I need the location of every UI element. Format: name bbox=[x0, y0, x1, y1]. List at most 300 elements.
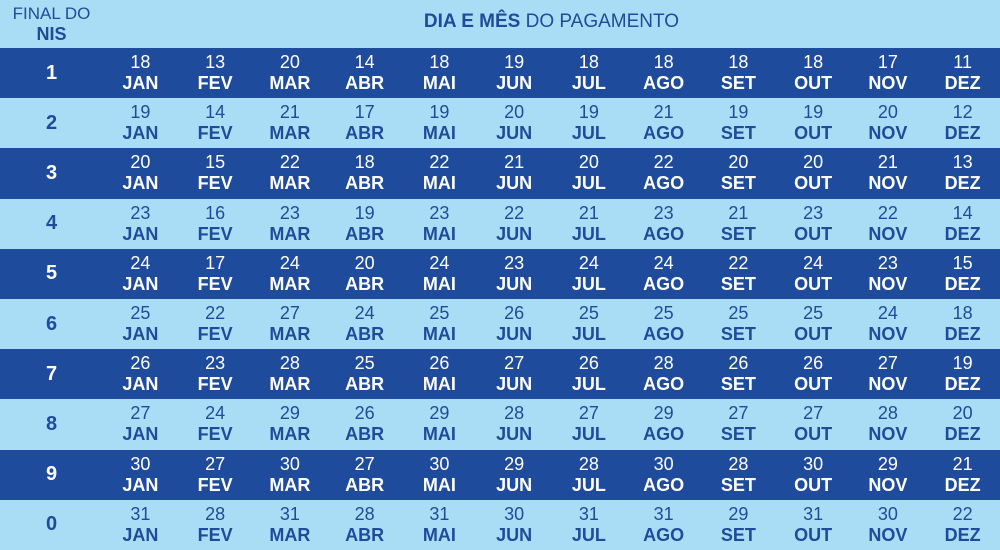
payment-day: 30 bbox=[504, 503, 525, 524]
payment-day: 24 bbox=[578, 252, 599, 273]
payment-day: 26 bbox=[354, 403, 375, 424]
payment-day: 20 bbox=[578, 152, 599, 173]
payment-day: 26 bbox=[130, 353, 151, 374]
payment-month: NOV bbox=[868, 324, 908, 345]
payment-date-cell bbox=[178, 48, 253, 98]
payment-date-cell bbox=[626, 199, 701, 249]
payment-date-cell bbox=[626, 98, 701, 148]
payment-day: 11 bbox=[953, 52, 972, 73]
payment-day: 20 bbox=[504, 102, 525, 123]
payment-month: JUN bbox=[496, 123, 533, 144]
payment-date-cell bbox=[925, 299, 1000, 349]
payment-day: 27 bbox=[578, 403, 599, 424]
payment-day: 14 bbox=[952, 202, 973, 223]
payment-month: ABR bbox=[345, 173, 385, 194]
payment-day: 23 bbox=[205, 353, 226, 374]
payment-date-cell bbox=[776, 399, 851, 449]
payment-date-cell bbox=[626, 500, 701, 550]
payment-date-cell bbox=[626, 249, 701, 299]
payment-date-cell bbox=[552, 399, 627, 449]
payment-date-cell bbox=[776, 148, 851, 198]
payment-month: JUL bbox=[571, 73, 606, 94]
payment-day: 31 bbox=[653, 503, 674, 524]
payment-day: 23 bbox=[877, 252, 898, 273]
payment-month: NOV bbox=[868, 273, 908, 294]
payment-month: ABR bbox=[345, 73, 385, 94]
payment-day: 20 bbox=[952, 403, 973, 424]
payment-month: NOV bbox=[868, 173, 908, 194]
nis-final-digit: 1 bbox=[45, 61, 58, 84]
payment-day: 12 bbox=[952, 102, 973, 123]
payment-day: 23 bbox=[429, 202, 450, 223]
payment-month: JAN bbox=[122, 474, 159, 495]
payment-day: 25 bbox=[130, 303, 151, 324]
payment-date-cell bbox=[925, 148, 1000, 198]
payment-day: 29 bbox=[653, 403, 674, 424]
payment-date-cell bbox=[253, 399, 328, 449]
payment-day: 24 bbox=[429, 252, 450, 273]
payment-date-cell bbox=[552, 48, 627, 98]
payment-month: JAN bbox=[122, 73, 159, 94]
payment-date-cell bbox=[851, 48, 926, 98]
payment-date-cell bbox=[477, 450, 552, 500]
payment-month: OUT bbox=[794, 374, 833, 395]
payment-month: JUL bbox=[571, 474, 606, 495]
payment-month: ABR bbox=[345, 223, 385, 244]
payment-date-cell bbox=[178, 199, 253, 249]
payment-month: OUT bbox=[794, 524, 833, 545]
payment-date-cell bbox=[477, 48, 552, 98]
payment-date-cell bbox=[253, 199, 328, 249]
payment-date-cell bbox=[925, 98, 1000, 148]
payment-date-cell bbox=[327, 249, 402, 299]
nis-header-line1: FINAL DO bbox=[12, 4, 91, 23]
payment-day: 31 bbox=[578, 503, 599, 524]
payment-day: 24 bbox=[877, 303, 898, 324]
payment-month: JUL bbox=[571, 223, 606, 244]
payment-day: 20 bbox=[877, 102, 898, 123]
payment-date-cell bbox=[327, 98, 402, 148]
payment-month: OUT bbox=[794, 474, 833, 495]
payment-month: SET bbox=[720, 324, 756, 345]
payment-month: SET bbox=[720, 424, 756, 445]
table-row bbox=[0, 450, 1000, 500]
payment-month: AGO bbox=[643, 73, 685, 94]
payment-date-cell bbox=[552, 148, 627, 198]
payment-month: JUL bbox=[571, 374, 606, 395]
payment-date-cell bbox=[477, 500, 552, 550]
payment-day: 27 bbox=[504, 353, 525, 374]
payment-date-cell bbox=[402, 48, 477, 98]
payment-date-cell bbox=[552, 349, 627, 399]
payment-day: 25 bbox=[354, 353, 375, 374]
payment-date-cell bbox=[776, 199, 851, 249]
payment-month: JAN bbox=[122, 524, 159, 545]
payment-day: 18 bbox=[803, 52, 824, 73]
payment-month: DEZ bbox=[944, 223, 981, 244]
payment-date-cell bbox=[178, 299, 253, 349]
payment-date-cell bbox=[701, 399, 776, 449]
payment-date-cell bbox=[851, 199, 926, 249]
payment-month: FEV bbox=[197, 524, 233, 545]
nis-final-digit: 8 bbox=[45, 412, 58, 435]
table-row bbox=[0, 98, 1000, 148]
table-row bbox=[0, 148, 1000, 198]
payment-date-cell bbox=[327, 48, 402, 98]
payment-day: 26 bbox=[504, 303, 525, 324]
payment-day: 31 bbox=[803, 503, 824, 524]
payment-day: 22 bbox=[279, 152, 300, 173]
payment-month: MAI bbox=[422, 73, 456, 94]
payment-date-cell bbox=[701, 48, 776, 98]
payment-month: DEZ bbox=[944, 524, 981, 545]
payment-date-cell bbox=[327, 450, 402, 500]
payment-date-cell bbox=[477, 148, 552, 198]
payment-day: 28 bbox=[578, 453, 599, 474]
payment-month: DEZ bbox=[944, 374, 981, 395]
payment-day: 27 bbox=[279, 303, 300, 324]
payment-month: FEV bbox=[197, 173, 233, 194]
payment-month: AGO bbox=[643, 474, 685, 495]
payment-day: 25 bbox=[728, 303, 749, 324]
payment-date-cell bbox=[253, 450, 328, 500]
payment-date-cell bbox=[477, 399, 552, 449]
nis-final-digit: 9 bbox=[45, 463, 58, 486]
payment-day: 24 bbox=[653, 252, 674, 273]
payment-month: MAR bbox=[269, 474, 311, 495]
payment-day: 27 bbox=[205, 453, 226, 474]
payment-month: ABR bbox=[345, 273, 385, 294]
payment-date-cell bbox=[178, 399, 253, 449]
payment-day: 24 bbox=[803, 252, 824, 273]
table-header bbox=[0, 0, 1000, 48]
payment-date-cell bbox=[851, 148, 926, 198]
payment-month: MAR bbox=[269, 374, 311, 395]
header-title-rest: DO PAGAMENTO bbox=[520, 11, 680, 32]
payment-date-cell bbox=[178, 450, 253, 500]
payment-month: NOV bbox=[868, 424, 908, 445]
payment-day: 23 bbox=[130, 202, 151, 223]
payment-date-cell bbox=[477, 249, 552, 299]
payment-day: 19 bbox=[504, 52, 525, 73]
payment-date-cell bbox=[851, 500, 926, 550]
payment-date-cell bbox=[776, 48, 851, 98]
payment-day: 30 bbox=[279, 453, 300, 474]
payment-date-cell bbox=[178, 249, 253, 299]
payment-day: 28 bbox=[728, 453, 749, 474]
payment-month: ABR bbox=[345, 324, 385, 345]
payment-date-cell bbox=[103, 299, 178, 349]
payment-month: AGO bbox=[643, 374, 685, 395]
payment-day: 29 bbox=[429, 403, 450, 424]
payment-day: 15 bbox=[952, 252, 973, 273]
nis-final-digit: 0 bbox=[45, 513, 58, 536]
payment-day: 21 bbox=[728, 202, 749, 223]
payment-date-cell bbox=[701, 299, 776, 349]
payment-day: 27 bbox=[728, 403, 749, 424]
payment-date-cell bbox=[402, 500, 477, 550]
payment-day: 14 bbox=[354, 52, 375, 73]
payment-month: OUT bbox=[794, 424, 833, 445]
payment-day: 26 bbox=[578, 353, 599, 374]
payment-day: 19 bbox=[728, 102, 749, 123]
payment-day: 24 bbox=[130, 252, 151, 273]
payment-month: MAR bbox=[269, 123, 311, 144]
payment-date-cell bbox=[552, 98, 627, 148]
payment-day: 22 bbox=[728, 252, 749, 273]
payment-day: 30 bbox=[877, 503, 898, 524]
payment-day: 28 bbox=[279, 353, 300, 374]
payment-date-cell bbox=[327, 148, 402, 198]
payment-date-cell bbox=[103, 199, 178, 249]
payment-day: 16 bbox=[205, 202, 226, 223]
payment-date-cell bbox=[851, 450, 926, 500]
payment-date-cell bbox=[626, 48, 701, 98]
payment-month: JUN bbox=[496, 173, 533, 194]
payment-date-cell bbox=[701, 98, 776, 148]
payment-day: 13 bbox=[952, 152, 973, 173]
payment-month: SET bbox=[720, 374, 756, 395]
payment-date-cell bbox=[701, 148, 776, 198]
payment-day: 25 bbox=[653, 303, 674, 324]
payment-date-cell bbox=[701, 249, 776, 299]
payment-month: DEZ bbox=[944, 324, 981, 345]
payment-day: 31 bbox=[279, 503, 300, 524]
payment-month: FEV bbox=[197, 424, 233, 445]
payment-date-cell bbox=[178, 349, 253, 399]
payment-month: DEZ bbox=[944, 173, 981, 194]
nis-column-header bbox=[0, 4, 103, 44]
payment-month: MAI bbox=[422, 474, 456, 495]
payment-month: FEV bbox=[197, 123, 233, 144]
payment-month: JUN bbox=[496, 424, 533, 445]
payment-day: 31 bbox=[429, 503, 450, 524]
payment-month: SET bbox=[720, 273, 756, 294]
payment-date-cell bbox=[103, 450, 178, 500]
payment-day: 22 bbox=[952, 503, 973, 524]
payment-day: 14 bbox=[205, 102, 226, 123]
payment-day: 27 bbox=[354, 453, 375, 474]
payment-day: 29 bbox=[504, 453, 525, 474]
payment-month: FEV bbox=[197, 474, 233, 495]
payment-month: DEZ bbox=[944, 474, 981, 495]
payment-day: 23 bbox=[279, 202, 300, 223]
payment-day: 13 bbox=[205, 52, 226, 73]
payment-date-cell bbox=[626, 450, 701, 500]
payment-day: 27 bbox=[130, 403, 151, 424]
payment-date-cell bbox=[253, 148, 328, 198]
payment-date-cell bbox=[402, 199, 477, 249]
payment-month: JAN bbox=[122, 123, 159, 144]
payment-month: SET bbox=[720, 173, 756, 194]
payment-month: AGO bbox=[643, 524, 685, 545]
payment-date-cell bbox=[253, 98, 328, 148]
payment-month: DEZ bbox=[944, 123, 981, 144]
table-row bbox=[0, 500, 1000, 550]
payment-month: JUN bbox=[496, 223, 533, 244]
payment-month: OUT bbox=[794, 73, 833, 94]
payment-date-cell bbox=[402, 98, 477, 148]
payment-date-cell bbox=[103, 500, 178, 550]
table-row bbox=[0, 299, 1000, 349]
payment-day: 23 bbox=[653, 202, 674, 223]
payment-date-cell bbox=[851, 299, 926, 349]
payment-day: 19 bbox=[354, 202, 375, 223]
payment-day: 19 bbox=[952, 353, 973, 374]
payment-date-cell bbox=[327, 199, 402, 249]
payment-day: 24 bbox=[354, 303, 375, 324]
nis-final-digit: 6 bbox=[45, 312, 58, 335]
payment-date-cell bbox=[925, 199, 1000, 249]
payment-date-cell bbox=[253, 500, 328, 550]
payment-day: 28 bbox=[653, 353, 674, 374]
payment-day: 26 bbox=[429, 353, 450, 374]
payment-month: FEV bbox=[197, 374, 233, 395]
payment-month: OUT bbox=[794, 223, 833, 244]
payment-month: MAI bbox=[422, 223, 456, 244]
payment-day: 20 bbox=[130, 152, 151, 173]
payment-day: 29 bbox=[877, 453, 898, 474]
payment-month: MAI bbox=[422, 123, 456, 144]
payment-date-cell bbox=[402, 349, 477, 399]
payment-day: 18 bbox=[653, 52, 674, 73]
payment-month: ABR bbox=[345, 374, 385, 395]
payment-day: 19 bbox=[578, 102, 599, 123]
payment-date-cell bbox=[402, 148, 477, 198]
payment-day: 19 bbox=[803, 102, 824, 123]
payment-month: AGO bbox=[643, 123, 685, 144]
payment-month: MAI bbox=[422, 173, 456, 194]
payment-month: JUL bbox=[571, 524, 606, 545]
payment-date-cell bbox=[925, 450, 1000, 500]
payment-day: 24 bbox=[205, 403, 226, 424]
payment-month: JUN bbox=[496, 73, 533, 94]
payment-date-cell bbox=[477, 199, 552, 249]
payment-month: NOV bbox=[868, 123, 908, 144]
payment-date-cell bbox=[626, 299, 701, 349]
payment-month: MAI bbox=[422, 524, 456, 545]
payment-date-cell bbox=[402, 399, 477, 449]
payment-month: ABR bbox=[345, 474, 385, 495]
payment-date-cell bbox=[103, 98, 178, 148]
payment-month: OUT bbox=[794, 273, 833, 294]
payment-day: 30 bbox=[429, 453, 450, 474]
payment-month: SET bbox=[720, 123, 756, 144]
nis-final-digit: 3 bbox=[45, 161, 58, 184]
payment-date-cell bbox=[477, 299, 552, 349]
payment-month: OUT bbox=[794, 173, 833, 194]
payment-day: 21 bbox=[504, 152, 525, 173]
payment-date-cell bbox=[776, 299, 851, 349]
payment-month: JAN bbox=[122, 424, 159, 445]
payment-month: FEV bbox=[197, 223, 233, 244]
nis-final-digit: 5 bbox=[45, 262, 58, 285]
payment-day: 15 bbox=[205, 152, 226, 173]
payment-date-cell bbox=[701, 199, 776, 249]
payment-day: 17 bbox=[205, 252, 226, 273]
payment-month: JAN bbox=[122, 374, 159, 395]
payment-day: 29 bbox=[728, 503, 749, 524]
payment-day: 22 bbox=[653, 152, 674, 173]
payment-month: JAN bbox=[122, 324, 159, 345]
payment-day: 21 bbox=[578, 202, 599, 223]
payment-date-cell bbox=[552, 450, 627, 500]
payment-month: JUL bbox=[571, 273, 606, 294]
payment-date-cell bbox=[701, 349, 776, 399]
payment-date-cell bbox=[327, 399, 402, 449]
payment-day: 18 bbox=[728, 52, 749, 73]
payment-month: DEZ bbox=[944, 273, 981, 294]
payment-date-cell bbox=[925, 399, 1000, 449]
payment-month: MAR bbox=[269, 273, 311, 294]
payment-date-cell bbox=[253, 48, 328, 98]
payment-month: NOV bbox=[868, 474, 908, 495]
payment-date-cell bbox=[327, 299, 402, 349]
payment-day: 18 bbox=[130, 52, 151, 73]
payment-date-cell bbox=[626, 148, 701, 198]
payment-date-cell bbox=[103, 349, 178, 399]
payment-day: 30 bbox=[803, 453, 824, 474]
payment-date-cell bbox=[552, 199, 627, 249]
payment-day: 25 bbox=[803, 303, 824, 324]
payment-date-cell bbox=[477, 349, 552, 399]
payment-day: 22 bbox=[205, 303, 226, 324]
payment-day: 28 bbox=[504, 403, 525, 424]
payment-date-cell bbox=[925, 349, 1000, 399]
table-row bbox=[0, 249, 1000, 299]
payment-day: 21 bbox=[877, 152, 898, 173]
payment-day: 31 bbox=[130, 503, 151, 524]
payment-date-cell bbox=[626, 349, 701, 399]
payment-date-cell bbox=[851, 98, 926, 148]
payment-month: ABR bbox=[345, 123, 385, 144]
payment-month: OUT bbox=[794, 123, 833, 144]
nis-header-line2: NIS bbox=[36, 24, 67, 44]
payment-day: 30 bbox=[130, 453, 151, 474]
payment-month: NOV bbox=[868, 73, 908, 94]
payment-day: 27 bbox=[877, 353, 898, 374]
payment-month: AGO bbox=[643, 273, 685, 294]
payment-date-cell bbox=[925, 249, 1000, 299]
payment-date-cell bbox=[103, 399, 178, 449]
payment-month: SET bbox=[720, 223, 756, 244]
payment-day: 20 bbox=[279, 52, 300, 73]
payment-day: 26 bbox=[803, 353, 824, 374]
payment-date-cell bbox=[402, 249, 477, 299]
payment-date-cell bbox=[103, 48, 178, 98]
payment-day: 22 bbox=[877, 202, 898, 223]
payment-month: SET bbox=[720, 73, 756, 94]
table-row bbox=[0, 349, 1000, 399]
payment-month: AGO bbox=[643, 324, 685, 345]
payment-day: 21 bbox=[952, 453, 973, 474]
payment-day: 20 bbox=[803, 152, 824, 173]
payment-month: DEZ bbox=[944, 73, 981, 94]
payment-date-cell bbox=[776, 450, 851, 500]
table-row bbox=[0, 48, 1000, 98]
payment-date-cell bbox=[103, 249, 178, 299]
payment-month: MAI bbox=[422, 273, 456, 294]
payment-day: 18 bbox=[429, 52, 450, 73]
payment-date-cell bbox=[178, 148, 253, 198]
payment-month: FEV bbox=[197, 73, 233, 94]
payment-date-cell bbox=[552, 249, 627, 299]
payment-day: 18 bbox=[578, 52, 599, 73]
payment-date-cell bbox=[327, 500, 402, 550]
payment-month: ABR bbox=[345, 424, 385, 445]
payment-day: 20 bbox=[354, 252, 375, 273]
payment-day: 19 bbox=[130, 102, 151, 123]
